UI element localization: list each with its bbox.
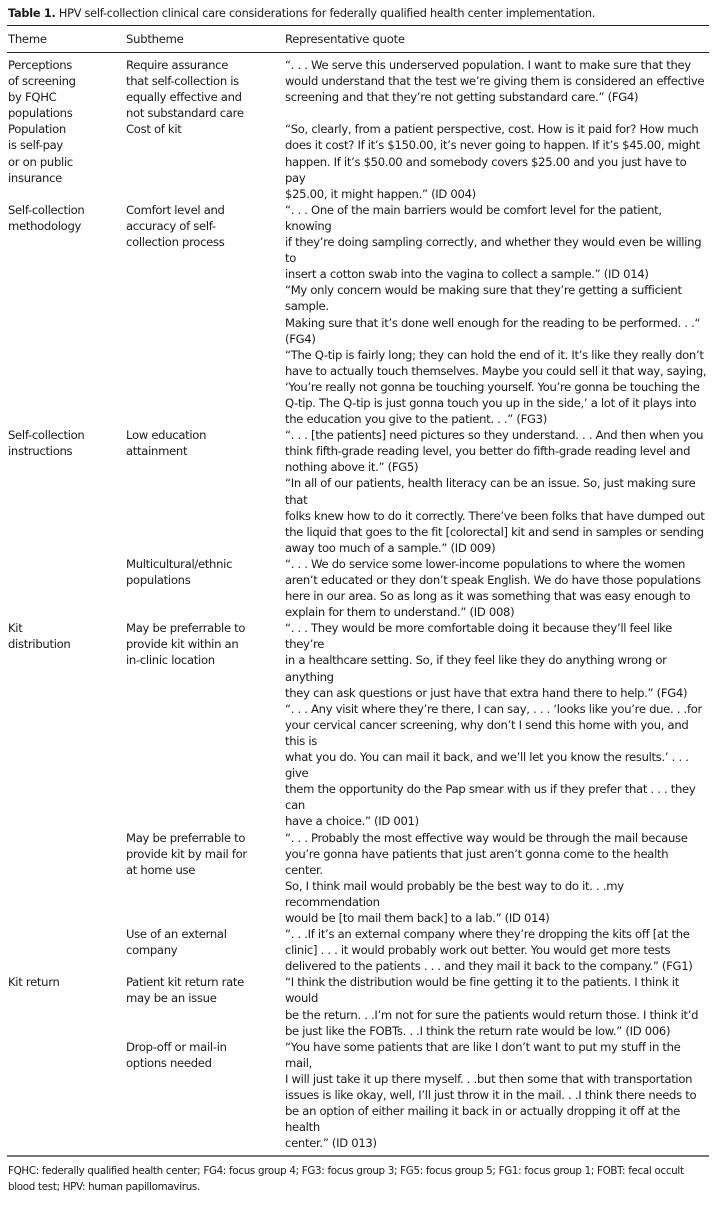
quote-cell: “. . . We serve this underserved population. I want to make sure that they would understand that the test we’re giving them is considered an effective screening and that they’re not getting substandard care.” (FG4) (285, 58, 705, 105)
header-subtheme: Subtheme (126, 32, 184, 46)
quote-cell: “You have some patients that are like I don’t want to put my stuff in the mail, I will just take it up there myself. . .but then some that with transportation issues is like okay, well, I’ll just throw it in the mail. . .I think there needs to be an option of either mailing it back in or actually dropping it off at the health center.” (ID 013) (285, 1039, 697, 1151)
subtheme-groups (126, 57, 709, 121)
bottom-rule (7, 1155, 709, 1157)
table-row (8, 57, 709, 121)
subtheme-cell: Patient kit return rate may be an issue (126, 975, 245, 1006)
quote-list (285, 556, 709, 620)
quote-cell: “. . .If it’s an external company where they’re dropping the kits off [at the clinic] . . . it would probably work out better. You would get more tests delivered to the patients . . . and they mail it back to the company.” (FG1) (285, 927, 693, 974)
quote-cell: “. . . [the patients] need pictures so they understand. . . And then when you think fifth-grade reading level, you better do fifth-grade reading level and nothing above it.” (FG5) (285, 428, 704, 475)
table-title: HPV self-collection clinical care considerations for federally qualified health center implementation. (58, 7, 596, 20)
quote-list (285, 926, 709, 974)
quote-list (285, 974, 709, 1038)
subtheme-cell: Comfort level and accuracy of self- collection process (126, 202, 225, 250)
theme-cell: Self-collection methodology (8, 202, 85, 233)
subtheme-cell: Low education attainment (126, 428, 207, 459)
table-row (8, 202, 709, 427)
subtheme-cell: May be preferrable to provide kit by mail for at home use (126, 830, 247, 877)
table-footnote: FQHC: federally qualified health center; FG4: focus group 4; FG3: focus group 3; FG5: focus group 5; FG1: focus group 1; FOBT: fecal occult blood test; HPV: human papillomavirus. (8, 1165, 684, 1194)
subtheme-groups (126, 121, 709, 201)
subtheme-cell: Use of an external company (126, 927, 227, 958)
table-row (8, 974, 709, 1151)
theme-cell: Kit return (8, 975, 60, 990)
subtheme-groups (126, 974, 709, 1151)
subtheme-cell: Multicultural/ethnic populations (126, 556, 233, 587)
subtheme-cell: Cost of kit (126, 122, 182, 137)
table-body (8, 53, 709, 1151)
subtheme-groups (126, 202, 709, 427)
quote-cell: “I think the distribution would be fine getting it to the patients. I think it would be the return. . .I’m not for sure the patients would return those. I think it’d be just like the FOBTs. . .I think the return rate would be low.” (ID 006) (285, 975, 699, 1038)
theme-cell: Kit distribution (8, 621, 71, 652)
quote-list (285, 57, 709, 121)
quote-list (285, 121, 709, 201)
theme-cell: Self-collection instructions (8, 428, 85, 459)
subtheme-groups (126, 427, 709, 620)
quote-cell: “. . . Probably the most effective way would be through the mail because you’re gonna have patients that just aren’t gonna come to the health center. So, I think mail would probably be the best way to do it. . .my recommendation would be [to mail them back] to a lab.” (ID 014) (285, 830, 688, 925)
quote-list (285, 830, 709, 927)
quote-cell: “. . . We do service some lower-income populations to where the women aren’t educated or they don’t speak English. We do have those populations here in our area. So as long as it was something that was easy enough to explain for them to understand.” (ID 008) (285, 556, 701, 620)
header-quote: Representative quote (285, 32, 405, 46)
table-header (8, 26, 709, 52)
quote-cell: “In all of our patients, health literacy can be an issue. So, just making sure that folks knew how to do it correctly. There’ve been folks that have dumped out the liquid that goes to the fit [colorectal] kit and send in samples or sending away too much of a sample.” (ID 009) (285, 476, 705, 555)
theme-cell: Population is self-pay or on public insurance (8, 122, 73, 185)
quote-list (285, 620, 709, 829)
quote-cell: “The Q-tip is fairly long; they can hold the end of it. It’s like they really don’t have to actually touch themselves. Maybe you could sell it that way, saying, ‘You’re really not gonna be touching yourself. You’re gonna be touching the Q-tip. The Q-tip is just gonna touch you up in the side,’ a lot of it plays into the education you give to the patient. . .” (FG3) (285, 347, 707, 427)
subtheme-groups (126, 620, 709, 974)
theme-cell: Perceptions of screening by FQHC populations (8, 58, 76, 121)
quote-list (285, 202, 709, 427)
quote-list (285, 1039, 709, 1152)
quote-cell: “. . . One of the main barriers would be comfort level for the patient, knowing if they’re doing sampling correctly, and whether they would even be willing to insert a cotton swab into the vagina to collect a sample.” (ID 014) (285, 202, 702, 282)
subtheme-cell: May be preferrable to provide kit within an in-clinic location (126, 621, 246, 668)
table-caption (8, 6, 709, 21)
quote-cell: “My only concern would be making sure that they’re getting a sufficient sample. Making sure that it’s done well enough for the reading to be performed. . .“ (FG4) (285, 283, 701, 346)
table-label: Table 1. (8, 7, 56, 20)
quote-cell: “. . . They would be more comfortable doing it because they’ll feel like they’re in a healthcare setting. So, if they feel like they do anything wrong or anything they can ask questions or just have that extra hand there to help.” (FG4) (285, 621, 688, 700)
table-row (8, 121, 709, 201)
table-row (8, 620, 709, 974)
table-row (8, 427, 709, 620)
subtheme-cell: Require assurance that self-collection is equally effective and not substandard care (126, 58, 244, 121)
quote-list (285, 427, 709, 556)
quote-cell: “. . . Any visit where they’re there, I can say, . . . ‘looks like you’re due. . .for your cervical cancer screening, why don’t I send this home with you, and this is what you do. You can mail it back, and we’ll let you know the results.’ . . . give them the opportunity do the Pap smear with us if they prefer that . . . they can have a choice.” (ID 001) (285, 701, 702, 829)
header-theme: Theme (8, 32, 47, 46)
subtheme-cell: Drop-off or mail-in options needed (126, 1039, 227, 1070)
quote-cell: “So, clearly, from a patient perspective, cost. How is it paid for? How much does it cost? If it’s $150.00, it’s never going to happen. If it’s $45.00, might happen. If it’s $50.00 and somebody covers $25.00 and you just have to pay $25.00, it might happen.” (ID 004) (285, 122, 700, 201)
